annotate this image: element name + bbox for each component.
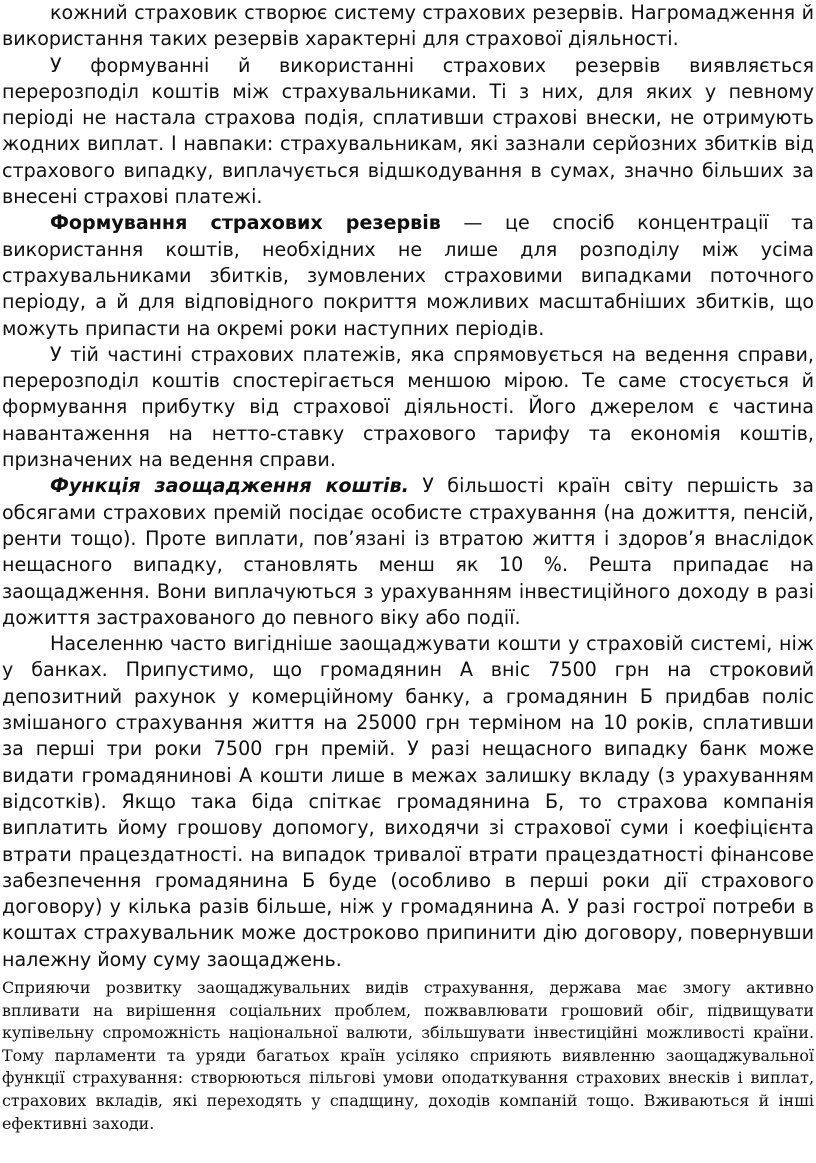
paragraph-continuation: кожний страховик створює систему страхових резервів. Нагромадження й використання таких резервів характерні для страхової діяльності. (2, 1, 814, 51)
paragraph-savings-function (2, 473, 814, 631)
paragraph-business-expenses: У тій частині страхових платежів, яка спрямовується на ведення справи, перерозподіл коштів спостерігається меншою мірою. Те саме стосується й формування прибутку від страхової діяльності. Його джерелом є частина навантаження на нетто-ставку страхового тарифу та економія коштів, призначених на ведення справи. (2, 342, 814, 472)
paragraph-reserve-formation (2, 210, 814, 341)
paragraph-example: Населенню часто вигідніше заощаджувати кошти у страховій системі, ніж у банках. Припустимо, що громадянин А вніс 7500 грн на строковий депозитний рахунок у комерційному банку, а громадянин Б придбав поліс змішаного страхування життя на 25000 грн терміном на 10 років, сплативши за перші три роки 7500 грн премій. У разі нещасного випадку банк може видати громадянинові А кошти лише в межах залишку вкладу (з урахуванням відсотків). Якщо така біда спіткає громадянина Б, то страхова компанія виплатить йому грошову допомогу, виходячи зі страхової суми і коефіцієнта втрати працездатності. на випадок тривалої втрати працездатності фінансове забезпечення громадянина Б буде (особливо в перші роки дії страхового договору) у кілька разів більше, ніж у громадянина А. У разі гострої потреби в коштах страхувальник може достроково припинити дію договору, повернувши належну йому суму заощаджень. (2, 632, 814, 971)
term-savings-function: Функція заощадження коштів. (50, 474, 409, 498)
paragraph-reserves-redistribution: У формуванні й використанні страхових резервів виявляється перерозподіл коштів між страхувальниками. Ті з них, для яких у певному періоді не настала страхова подія, сплативши страхові внески, не отримують жодних виплат. І навпаки: страхувальникам, які зазнали серйозних збитків від страхового випадку, виплачується відшкодування в сумах, значно більших за внесені страхові платежі. (2, 53, 814, 209)
paragraph-reserve-formation-text: — це спосіб концентрації та використання коштів, необхідних не лише для розподілу між усіма страхувальниками збитків, зумовлених страховими випадками поточного періоду, а й для відповідного покриття можливих масштабніших збитків, що можуть припасти на окремі роки наступних періодів. (2, 211, 814, 340)
term-reserve-formation: Формування страхових резервів (50, 211, 441, 235)
paragraph-savings-function-text: У більшості країн світу першість за обсягами страхових премій посідає особисте страхування (на дожиття, пенсій, ренти тощо). Проте виплати, пов’язані із втратою життя і здоров’я внаслідок нещасного випадку, становлять менш як 10 %. Решта припадає на заощадження. Вони виплачуються з урахуванням інвестиційного доходу в разі дожиття застрахованого до певного віку або події. (2, 474, 814, 629)
paragraph-state-support: Сприяючи розвитку заощаджувальних видів страхування, держава має змогу активно впливати на вирішення соціальних проблем, пожвавлювати грошовий обіг, підвищувати купівельну спроможність національної валюти, збільшувати інвестиційні можливості країни. Тому парламенти та уряди багатьох країн усіляко сприяють виявленню заощаджувальної функції страхування: створюються пільгові умови оподаткування страхових внесків і виплат, страхових вкладів, які переходять у спадщину, доходів компаній тощо. Вживаються й інші ефективні заходи. (2, 977, 814, 1133)
